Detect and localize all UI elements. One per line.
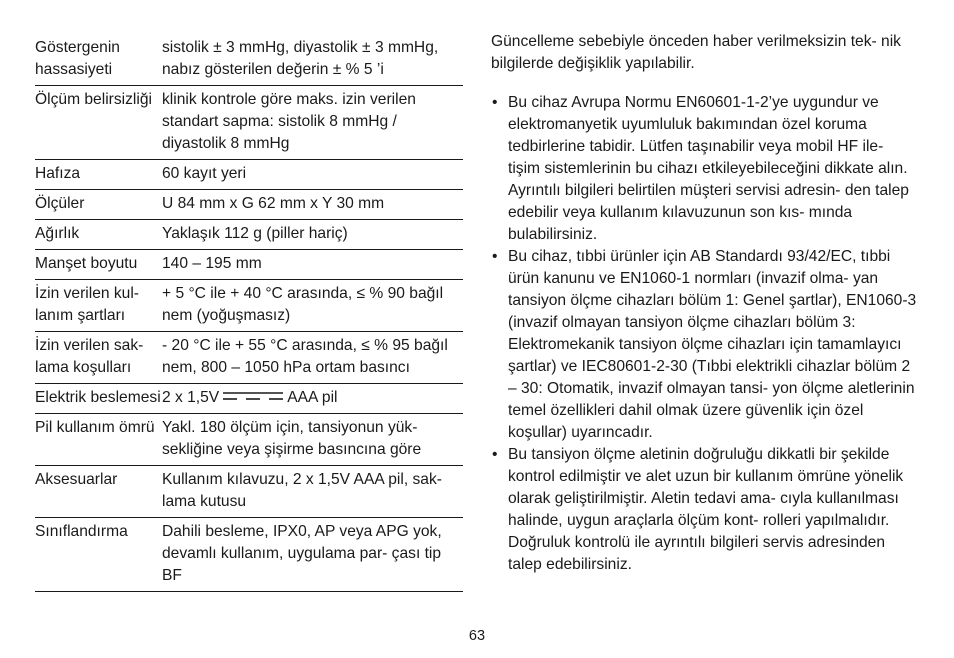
spec-value: Dahili besleme, IPX0, AP veya APG yok, devamlı kullanım, uygulama par- çası tip BF (162, 518, 463, 592)
spec-value: 60 kayıt yeri (162, 160, 463, 190)
list-item (491, 92, 917, 246)
spec-label: Elektrik beslemesi (35, 384, 162, 414)
table-row (35, 250, 463, 280)
spec-value: Yakl. 180 ölçüm için, tansiyonun yük- sekliğine veya şişirme basıncına göre (162, 414, 463, 466)
list-item (491, 444, 917, 576)
specifications-table (35, 34, 463, 592)
spec-label: Ağırlık (35, 220, 162, 250)
spec-label: Ölçüm belirsizliği (35, 86, 162, 160)
table-row (35, 414, 463, 466)
list-item-text: Bu cihaz, tıbbi ürünler için AB Standardı 93/42/EC, tıbbi ürün kanunu ve EN1060-1 normları (invazif olma- yan tansiyon ölçme cihazları bölüm 1: Genel şartlar), EN1060-3 (invazif olmayan tansiyon ölçme cihazları bölüm 3: Elektromekanik tansiyon ölçme cihazları için tamamlayıcı şartlar) ve IEC80601-2-30 (Tıbbi elektrikli cihazlar bölüm 2 – 30: Otomatik, invazif olmayan tansi- yon ölçme aletlerinin temel özellikleri dahil olmak üzere güvenlik için özel koşullar) uyarıncadır. (508, 248, 917, 441)
battery-count: 2 x 1,5V (162, 389, 220, 406)
intro-paragraph: Güncelleme sebebiyle önceden haber verilmeksizin tek- nik bilgilerde değişiklik yapılabilir. (491, 33, 901, 72)
bullet-icon: • (492, 446, 498, 463)
table-row (35, 518, 463, 592)
battery-type: AAA pil (287, 389, 338, 406)
notes-column (491, 31, 917, 576)
bullet-icon: • (492, 94, 498, 111)
list-item (491, 246, 917, 444)
spec-value: 140 – 195 mm (162, 250, 463, 280)
spec-label: İzin verilen kul- lanım şartları (35, 280, 162, 332)
spec-label: Manşet boyutu (35, 250, 162, 280)
spec-value: + 5 °C ile + 40 °C arasında, ≤ % 90 bağıl nem (yoğuşmasız) (162, 280, 463, 332)
spec-value: klinik kontrole göre maks. izin verilen standart sapma: sistolik 8 mmHg / diyastolik 8 mmHg (162, 86, 463, 160)
table-row (35, 86, 463, 160)
table-row (35, 466, 463, 518)
table-row (35, 190, 463, 220)
table-row (35, 332, 463, 384)
spec-value: - 20 °C ile + 55 °C arasında, ≤ % 95 bağıl nem, 800 – 1050 hPa ortam basıncı (162, 332, 463, 384)
spec-value: Kullanım kılavuzu, 2 x 1,5V AAA pil, sak- lama kutusu (162, 466, 463, 518)
spec-label: Aksesuarlar (35, 466, 162, 518)
spec-value: Yaklaşık 112 g (piller hariç) (162, 220, 463, 250)
list-item-text: Bu tansiyon ölçme aletinin doğruluğu dikkatli bir şekilde kontrol edilmiştir ve alet uzun bir kullanım ömrüne yönelik olarak geliştirilmiştir. Aletin tedavi ama- cıyla kullanılması halinde, uygun araçlarla ölçüm kont- rolleri yapılmalıdır. Doğruluk kontrolü ile ayrıntılı bilgileri servis adresinden talep edebilirsiniz. (508, 446, 904, 573)
spec-label: İzin verilen sak- lama koşulları (35, 332, 162, 384)
direct-current-symbol-icon (223, 391, 283, 401)
table-row (35, 220, 463, 250)
table-row (35, 280, 463, 332)
table-row (35, 160, 463, 190)
spec-value (162, 384, 463, 414)
spec-value: sistolik ± 3 mmHg, diyastolik ± 3 mmHg, nabız gösterilen değerin ± % 5 ’i (162, 34, 463, 86)
spec-label: Ölçüler (35, 190, 162, 220)
table-row (35, 384, 463, 414)
notes-list (491, 92, 917, 576)
spec-label: Hafıza (35, 160, 162, 190)
spec-label: Sınıflandırma (35, 518, 162, 592)
list-item-text: Bu cihaz Avrupa Normu EN60601-1-2’ye uygundur ve elektromanyetik uyumluluk bakımından özel koruma tedbirlerine tabidir. Lütfen taşınabilir veya mobil HF ile- tişim sistemlerinin bu cihazı etkileyebileceğini dikkate alın. Ayrıntılı bilgileri belirtilen müşteri servisi adresin- den talep edebilir veya kullanım kılavuzunun son kıs- mında bulabilirsiniz. (508, 94, 909, 243)
table-row (35, 34, 463, 86)
spec-label: Pil kullanım ömrü (35, 414, 162, 466)
spec-label: Göstergenin hassasiyeti (35, 34, 162, 86)
bullet-icon: • (492, 248, 498, 265)
page-number: 63 (468, 628, 486, 644)
spec-value: U 84 mm x G 62 mm x Y 30 mm (162, 190, 463, 220)
